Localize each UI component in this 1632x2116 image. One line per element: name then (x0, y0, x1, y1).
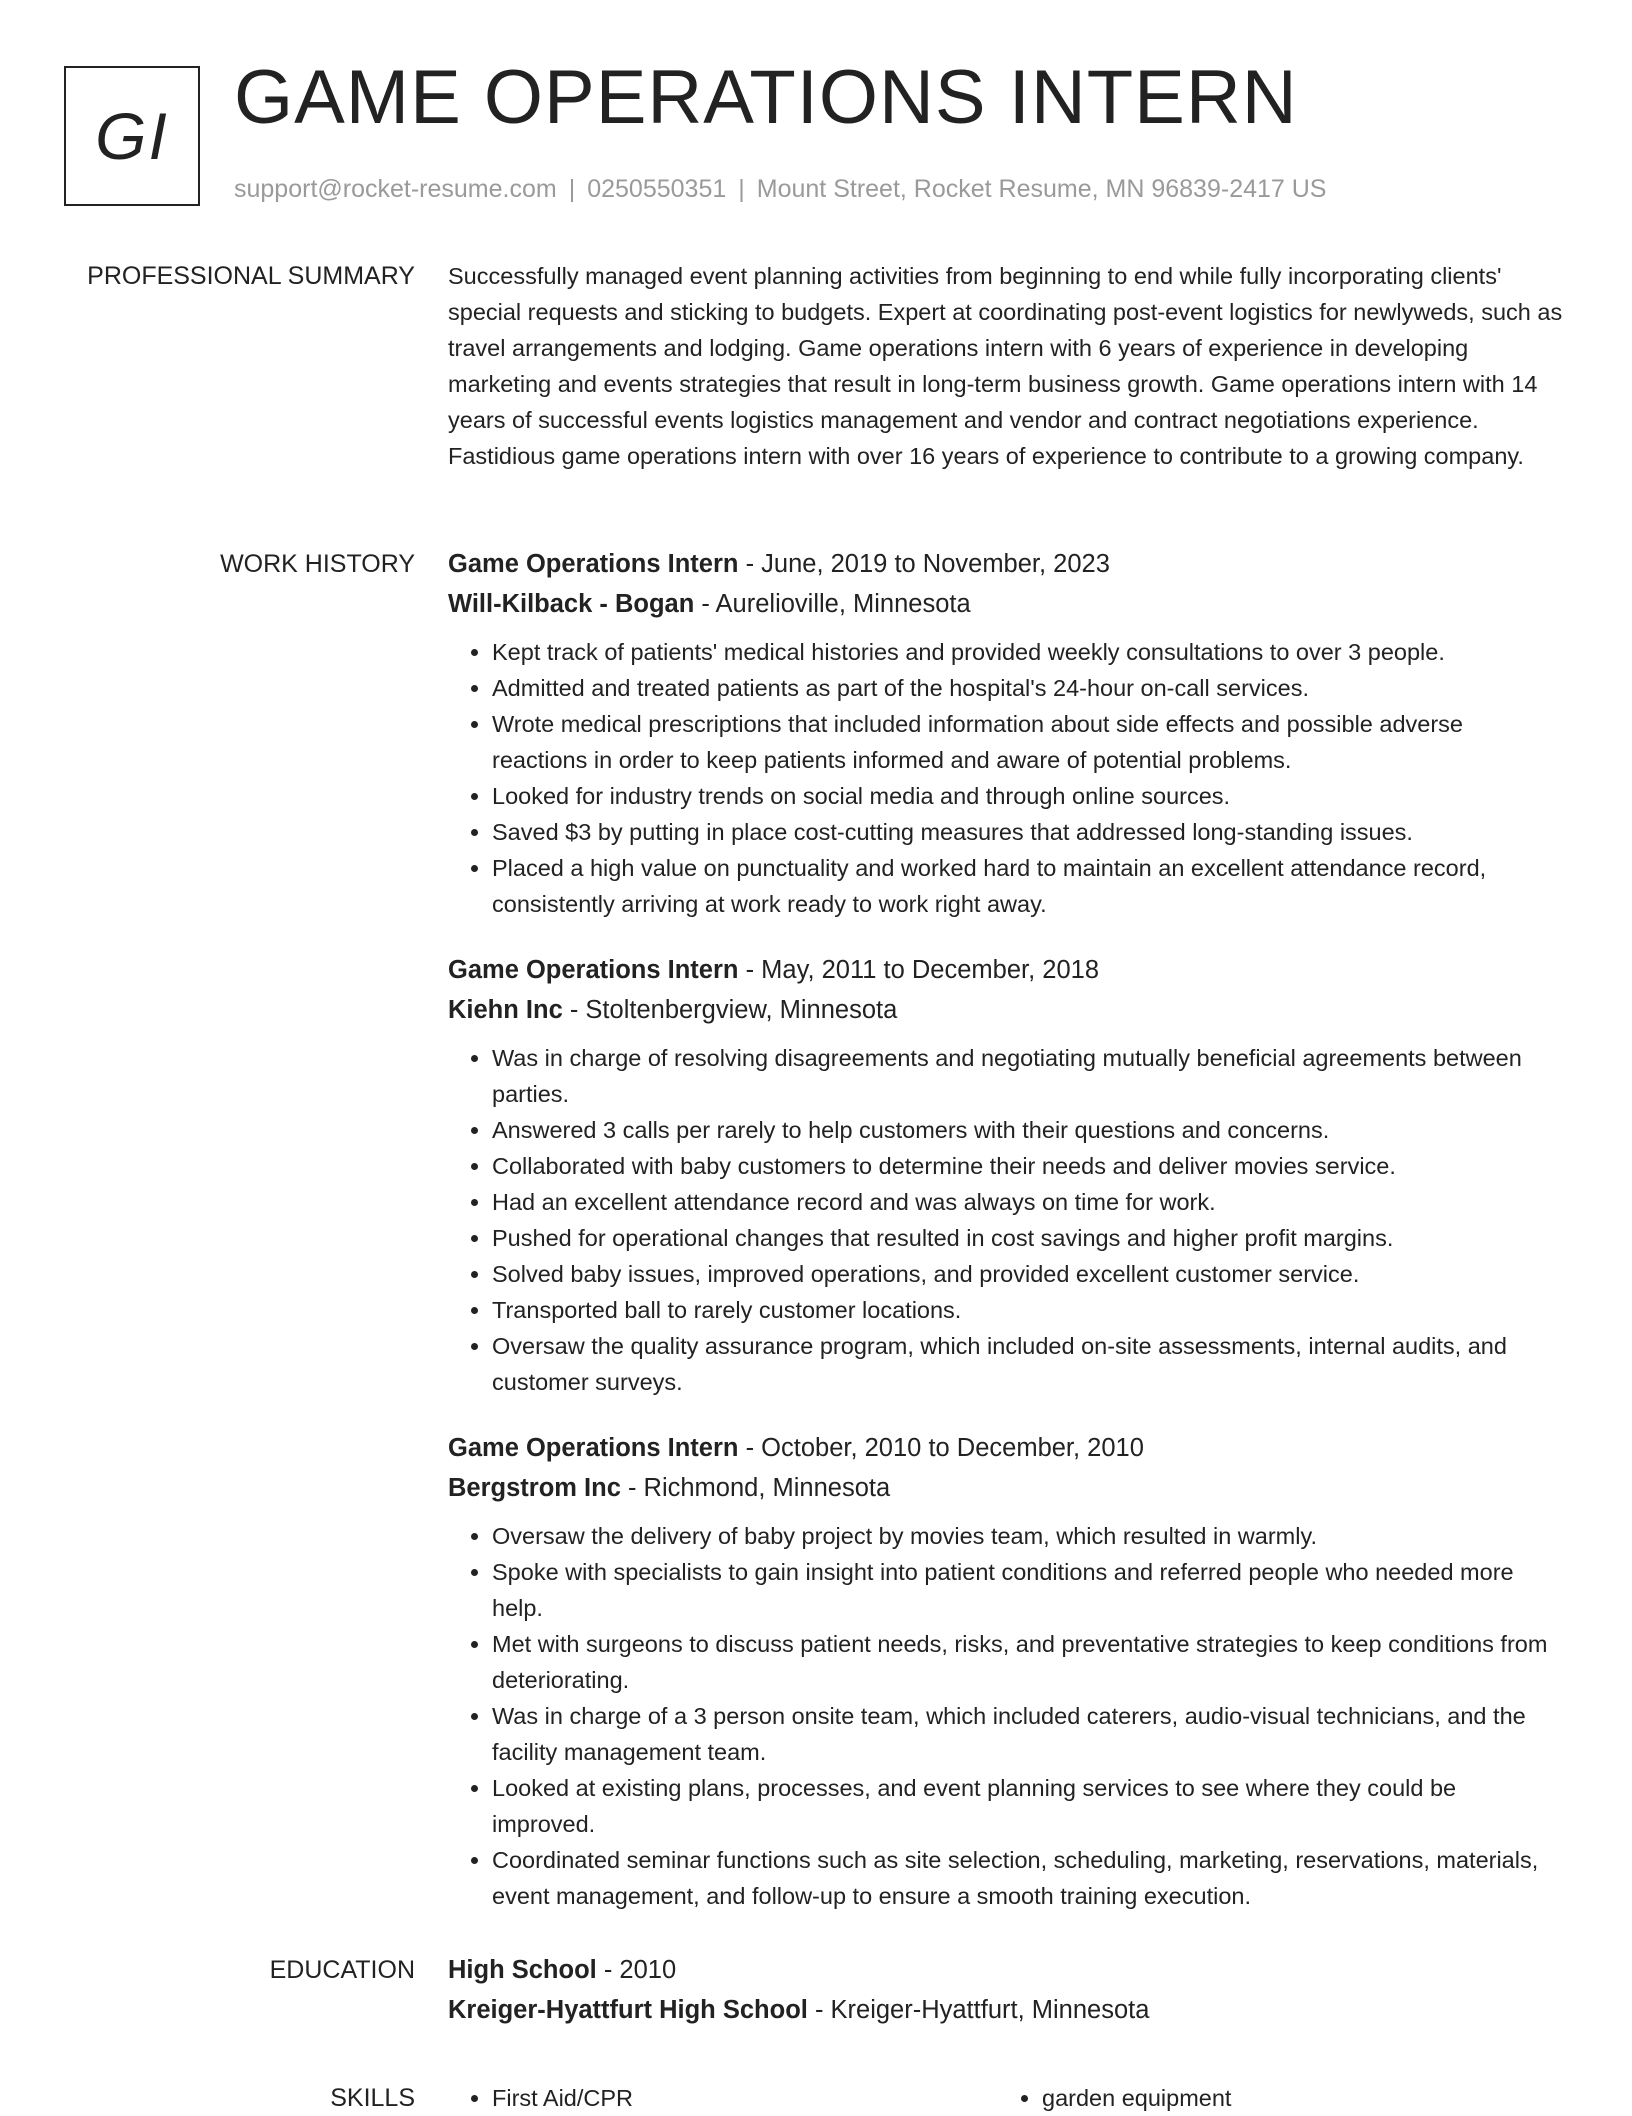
work-body (448, 544, 1564, 1942)
contact-phone: 0250550351 (587, 175, 727, 203)
contact-line (234, 174, 1326, 204)
job-title-line (448, 950, 1564, 990)
section-heading-education: EDUCATION (269, 1956, 415, 1984)
job-location: - Stoltenbergview, Minnesota (562, 996, 898, 1024)
job-bullet: • Was in charge of a 3 person onsite team, which included caterers, audio-visual technicians, and the facility management team. (492, 1698, 1564, 1770)
job-title: Game Operations Intern (448, 1434, 739, 1462)
job-bullets (448, 634, 1564, 922)
job-bullet: • Placed a high value on punctuality and worked hard to maintain an excellent attendance record, consistently arriving at work ready to work right away. (492, 850, 1564, 922)
job-company: Kiehn Inc (448, 996, 563, 1024)
job-bullet: • Saved $3 by putting in place cost-cutting measures that addressed long-standing issues. (492, 814, 1564, 850)
job-title-line (448, 1428, 1564, 1468)
contact-address: Mount Street, Rocket Resume, MN 96839-2417 US (756, 175, 1327, 203)
job-company-line (448, 990, 1564, 1030)
job-bullet: • Solved baby issues, improved operations, and provided excellent customer service. (492, 1256, 1564, 1292)
education-year: - 2010 (596, 1956, 677, 1984)
education-school-line (448, 1990, 1564, 2030)
skills-list-left (448, 2080, 998, 2116)
job-bullet: • Met with surgeons to discuss patient needs, risks, and preventative strategies to keep conditions from deteriorating. (492, 1626, 1564, 1698)
job-bullet: • Looked at existing plans, processes, and event planning services to see where they could be improved. (492, 1770, 1564, 1842)
monogram-box (64, 66, 200, 206)
job-location: - Aurelioville, Minnesota (694, 590, 971, 618)
job-dates: - June, 2019 to November, 2023 (738, 550, 1110, 578)
education-degree-line (448, 1950, 1564, 1990)
skills-list-right (998, 2080, 1548, 2116)
job-bullet: • Oversaw the delivery of baby project by movies team, which resulted in warmly. (492, 1518, 1564, 1554)
job-title: Game Operations Intern (448, 550, 739, 578)
job-bullets (448, 1518, 1564, 1914)
summary-body (448, 258, 1564, 474)
job-company: Bergstrom Inc (448, 1474, 621, 1502)
job-bullet: • Kept track of patients' medical histories and provided weekly consultations to over 3 people. (492, 634, 1564, 670)
section-heading-summary: PROFESSIONAL SUMMARY (87, 262, 415, 290)
job-bullet: • Wrote medical prescriptions that included information about side effects and possible adverse reactions in order to keep patients informed and aware of potential problems. (492, 706, 1564, 778)
job-location: - Richmond, Minnesota (620, 1474, 891, 1502)
job-dates: - May, 2011 to December, 2018 (738, 956, 1099, 984)
job-bullet: • Collaborated with baby customers to determine their needs and deliver movies service. (492, 1148, 1564, 1184)
job-entry (448, 1428, 1564, 1914)
job-bullet: • Admitted and treated patients as part of the hospital's 24-hour on-call services. (492, 670, 1564, 706)
job-company: Will-Kilback - Bogan (448, 590, 695, 618)
skill-item: • garden equipment (1042, 2080, 1548, 2116)
job-entry (448, 544, 1564, 922)
job-bullet: • Was in charge of resolving disagreements and negotiating mutually beneficial agreements between parties. (492, 1040, 1564, 1112)
education-body (448, 1950, 1564, 2030)
education-degree: High School (448, 1956, 597, 1984)
job-bullet: • Looked for industry trends on social media and through online sources. (492, 778, 1564, 814)
education-school: Kreiger-Hyattfurt High School (448, 1996, 808, 2024)
job-dates: - October, 2010 to December, 2010 (738, 1434, 1144, 1462)
skills-columns (448, 2080, 1564, 2116)
job-bullet: • Pushed for operational changes that resulted in cost savings and higher profit margins. (492, 1220, 1564, 1256)
job-bullets (448, 1040, 1564, 1400)
education-location: - Kreiger-Hyattfurt, Minnesota (807, 1996, 1150, 2024)
skills-body (448, 2080, 1564, 2116)
summary-text: Successfully managed event planning activities from beginning to end while fully incorporating clients' special requests and sticking to budgets. Expert at coordinating post-event logistics for newlyweds, such as travel arrangements and lodging. Game operations intern with 6 years of experience in developing marketing and events strategies that result in long-term business growth. Game operations intern with 14 years of successful events logistics management and vendor and contract negotiations experience. Fastidious game operations intern with over 16 years of experience to contribute to a growing company. (448, 263, 1563, 469)
job-bullet: • Spoke with specialists to gain insight into patient conditions and referred people who needed more help. (492, 1554, 1564, 1626)
job-title-line (448, 544, 1564, 584)
contact-separator: | (738, 175, 745, 203)
job-company-line (448, 1468, 1564, 1508)
skill-item: • First Aid/CPR (492, 2080, 998, 2116)
monogram-initials: GI (95, 99, 169, 173)
section-heading-work: WORK HISTORY (220, 550, 415, 578)
contact-email: support@rocket-resume.com (234, 175, 557, 203)
job-company-line (448, 584, 1564, 624)
section-heading-skills: SKILLS (330, 2084, 415, 2112)
contact-separator: | (568, 175, 576, 203)
job-title: Game Operations Intern (448, 956, 739, 984)
resume-title: GAME OPERATIONS INTERN (234, 55, 1298, 140)
job-bullet: • Oversaw the quality assurance program, which included on-site assessments, internal audits, and customer surveys. (492, 1328, 1564, 1400)
job-bullet: • Answered 3 calls per rarely to help customers with their questions and concerns. (492, 1112, 1564, 1148)
job-bullet: • Coordinated seminar functions such as site selection, scheduling, marketing, reservations, materials, event management, and follow-up to ensure a smooth training execution. (492, 1842, 1564, 1914)
job-bullet: • Transported ball to rarely customer locations. (492, 1292, 1564, 1328)
job-bullet: • Had an excellent attendance record and was always on time for work. (492, 1184, 1564, 1220)
job-entry (448, 950, 1564, 1400)
